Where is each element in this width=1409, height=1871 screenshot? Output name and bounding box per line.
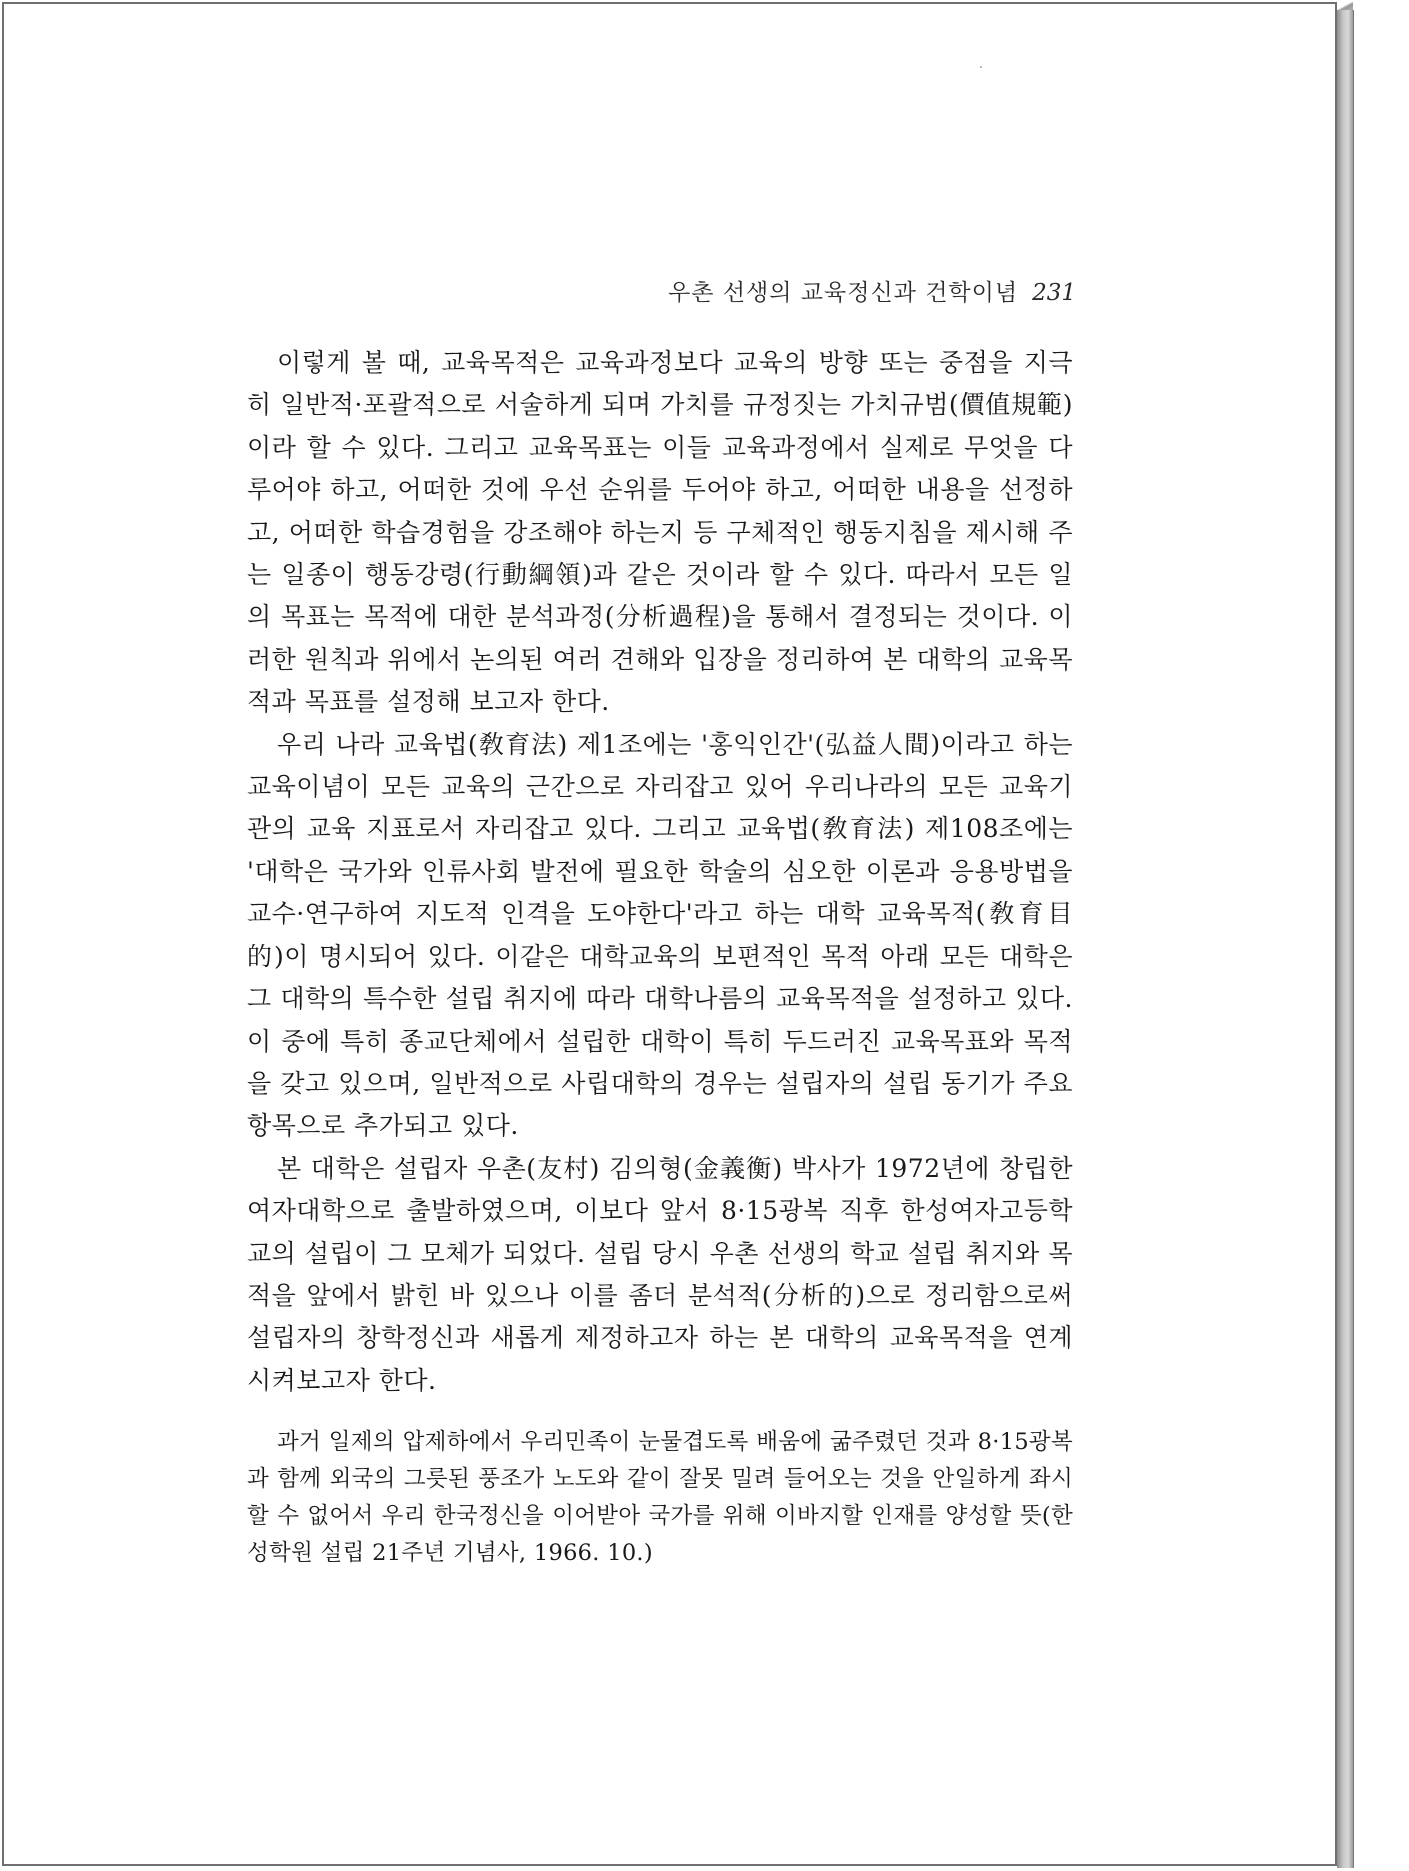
page-stack-edge [1337, 10, 1354, 1868]
paragraph-university-founding: 본 대학은 설립자 우촌(友村) 김의형(金義衡) 박사가 1972년에 창립한 여자대학으로 출발하였으며, 이보다 앞서 8·15광복 직후 한성여자고등학교의 설립이 그 모체가 되었다. 설립 당시 우촌 선생의 학교 설립 취지와 목적을 앞에서 밝힌 바 있으나 이를 좀더 분석적(分析的)으로 정리함으로써 설립자의 창학정신과 새롭게 제정하고자 하는 본 대학의 교육목적을 연계시켜보고자 한다. [247, 1153, 1073, 1395]
book-page [2, 2, 1337, 1866]
chapter-title: 우촌 선생의 교육정신과 건학이념 [668, 280, 1019, 306]
page-number: 231 [1032, 280, 1076, 306]
paragraph-education-goals: 이렇게 볼 때, 교육목적은 교육과정보다 교육의 방향 또는 중점을 지극히 일반적·포괄적으로 서술하게 되며 가치를 규정짓는 가치규범(價值規範)이라 할 수 있다. 그리고 교육목표는 이들 교육과정에서 실제로 무엇을 다루어야 하고, 어떠한 것에 우선 순위를 두어야 하고, 어떠한 내용을 선정하고, 어떠한 학습경험을 강조해야 하는지 등 구체적인 행동지침을 제시해 주는 일종이 행동강령(行動綱領)과 같은 것이라 할 수 있다. 따라서 모든 일의 목표는 목적에 대한 분석과정(分析過程)을 통해서 결정되는 것이다. 이러한 원칙과 위에서 논의된 여러 견해와 입장을 정리하여 본 대학의 교육목적과 목표를 설정해 보고자 한다. [247, 348, 1073, 717]
founder-quote: 과거 일제의 압제하에서 우리민족이 눈물겹도록 배움에 굶주렸던 것과 8·15광복과 함께 외국의 그릇된 풍조가 노도와 같이 잘못 밀려 들어오는 것을 안일하게 좌시할 수 없어서 우리 한국정신을 이어받아 국가를 위해 이바지할 인재를 양성할 뜻(한성학원 설립 21주년 기념사, 1966. 10.) [247, 1429, 1073, 1567]
body-text [247, 342, 1073, 1572]
paragraph-education-law: 우리 나라 교육법(敎育法) 제1조에는 '홍익인간'(弘益人間)이라고 하는 교육이념이 모든 교육의 근간으로 자리잡고 있어 우리나라의 모든 교육기관의 교육 지표로서 자리잡고 있다. 그리고 교육법(敎育法) 제108조에는 '대학은 국가와 인류사회 발전에 필요한 학술의 심오한 이론과 응용방법을 교수·연구하여 지도적 인격을 도야한다'라고 하는 대학 교육목적(敎育目的)이 명시되어 있다. 이같은 대학교육의 보편적인 목적 아래 모든 대학은 그 대학의 특수한 설립 취지에 따라 대학나름의 교육목적을 설정하고 있다. 이 중에 특히 종교단체에서 설립한 대학이 특히 두드러진 교육목표와 목적을 갖고 있으며, 일반적으로 사립대학의 경우는 설립자의 설립 동기가 주요 항목으로 추가되고 있다. [247, 729, 1073, 1141]
scan-speck [980, 66, 982, 68]
running-header [4, 274, 1076, 307]
